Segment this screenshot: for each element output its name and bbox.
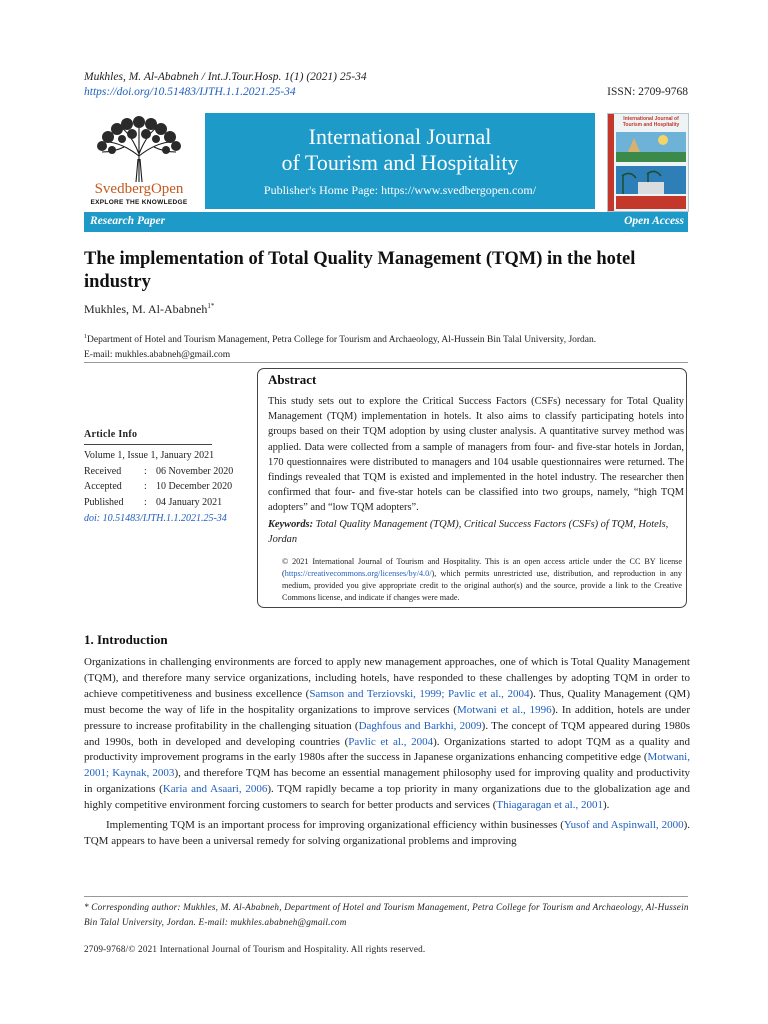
corresponding-author-footnote: * Corresponding author: Mukhles, M. Al-Ababneh, Department of Hotel and Tourism Management, Petra College for Tourism and Archaeology, Al-Hussein Bin Talal University, Jordan. E-mail: mukhles.ababneh@gmail.com [84,902,689,927]
introduction-heading: 1. Introduction [84,632,168,647]
journal-cover [607,113,689,212]
affiliation-text: Department of Hotel and Tourism Management, Petra College for Tourism and Archaeology, Al-Hussein Bin Talal University, Jordan. [87,335,597,346]
affiliation [84,330,689,363]
tree-icon [84,114,194,184]
cover-title: International Journal of Tourism and Hospitality [622,116,680,128]
article-info-heading: Article Info [84,429,138,440]
license-notice: © 2021 International Journal of Tourism and Hospitality. This is an open access article under the CC BY license (https://creativecommons.org/licenses/by/4.0/), which permits unrestricted use, distribution, and reproduction in any medium, provided you give appropriate credit to the original author(s) and the source, provide a link to the Creative Commons license, and indicate if changes were made. [282,557,682,602]
keywords-list: Total Quality Management (TQM), Critical Success Factors (CSFs) of TQM, Hotels, Jordan [268,519,669,546]
author-superscript: 1* [207,302,215,310]
divider [84,362,688,363]
abstract-heading: Abstract [268,372,317,387]
author-name: Mukhles, M. Al-Ababneh [84,302,208,316]
publisher-tagline: EXPLORE THE KNOWLEDGE [90,199,188,206]
doi-link[interactable]: https://doi.org/10.51483/IJTH.1.1.2021.25-34 [84,86,296,98]
publisher-homepage[interactable]: Publisher's Home Page: https://www.svedbergopen.com/ [263,183,537,197]
citation-link[interactable]: Samson and Terziovski, 1999; Pavlic et al., 2004 [309,687,530,700]
citation-link[interactable]: Motwani et al., 1996 [456,703,552,716]
issn: ISSN: 2709-9768 [607,86,688,98]
author-line [84,302,214,317]
keywords-label: Keywords: [268,519,314,530]
copyright-line: 2709-9768/© 2021 International Journal of Tourism and Hospitality. All rights reserved. [84,944,426,954]
article-title: The implementation of Total Quality Management (TQM) in the hotel industry [84,249,636,292]
article-type-bar [84,212,688,232]
citation-link[interactable]: Motwani, 2001; Kaynak, 2003 [84,751,690,780]
article-type: Research Paper [90,215,166,227]
citation-link[interactable]: Karia and Asaari, 2006 [162,783,268,796]
access-type: Open Access [624,215,684,227]
published-date: Published : 04 January 2021 [84,497,223,509]
abstract-text: This study sets out to explore the Critical Success Factors (CSFs) necessary for Total Quality Management (TQM) implementation in hotels. It also aims to classify participating hotels into groups based on their TQM adoption by using cluster analysis. A quantitative survey method was applied. Data were collected from a sample of managers from four- and five-star hotels in Jordan, 170 questionnaires were distributed to managers and 104 usable questionnaires were returned. The findings revealed that TQM is existed and implemented in the hotel industry. The researcher then confirmed that four- and five-star hotels can be classified into two groups, namely, “high TQM adopters” and “low TQM adopters”. [268,396,684,514]
received-date: Received : 06 November 2020 [84,465,234,477]
introduction-paragraph-2: Implementing TQM is an important process for improving organizational efficiency within businesses (Yusof and Aspinwall, 2000). TQM appears to have been a universal remedy for solving organizational problems and improving [84,819,690,847]
citation-link[interactable]: Pavlic et al., 2004 [348,735,434,748]
footnote-divider [84,896,688,897]
author-email: E-mail: mukhles.ababneh@gmail.com [84,350,231,361]
citation-link[interactable]: Thiagaragan et al., 2001 [496,799,603,812]
affiliation-superscript: 1 [84,334,87,340]
citation-link[interactable]: Daghfous and Barkhi, 2009 [358,719,482,732]
cover-art-icon [608,114,688,211]
article-info [84,448,233,527]
article-info-divider [84,444,212,445]
citation-link[interactable]: Yusof and Aspinwall, 2000 [563,819,684,832]
publisher-name: SvedbergOpen [94,181,184,197]
running-citation: Mukhles, M. Al-Ababneh / Int.J.Tour.Hosp. 1(1) (2021) 25-34 [84,71,367,83]
license-link[interactable]: https://creativecommons.org/licenses/by/4.0/ [284,569,432,578]
introduction-body [84,655,690,854]
journal-title-line1: International Journal [308,124,492,149]
introduction-paragraph-1: Organizations in challenging environments are forced to apply new management approaches, one of which is Total Quality Management (TQM), and therefore many service organizations, including hotels, have responded to these challenges by adopting TQM in order to achieve competitiveness and business excellence (Samson and Terziovski, 1999; Pavlic et al., 2004). Thus, Quality Management (QM) must become the way of life in the hospitality organizations to improve services (Motwani et al., 1996). In addition, hotels are under pressure to increase profitability in the challenging situation (Daghfous and Barkhi, 2009). The concept of TQM appeared during 1980s and 1990s, both in developed and developing countries (Pavlic et al., 2004). Organizations started to adopt TQM as a quality and productivity improvement programs in the early 1980s after the success in Japanese organizations enhancing competitive edge (Motwani, 2001; Kaynak, 2003), and therefore TQM has become an essential management philosophy used for improving quality and productivity in organizations (Karia and Asaari, 2006). TQM rapidly became a top priority in many organizations due to the globalization age and highly competitive environment forcing customers to search for better products and services (Thiagaragan et al., 2001). [84,656,691,812]
article-doi-link[interactable]: doi: 10.51483/IJTH.1.1.2021.25-34 [84,512,227,524]
keywords [268,517,684,547]
journal-title-line2: of Tourism and Hospitality [281,150,519,175]
accepted-date: Accepted : 10 December 2020 [84,481,233,493]
journal-title [205,124,595,176]
volume-info: Volume 1, Issue 1, January 2021 [84,450,215,461]
